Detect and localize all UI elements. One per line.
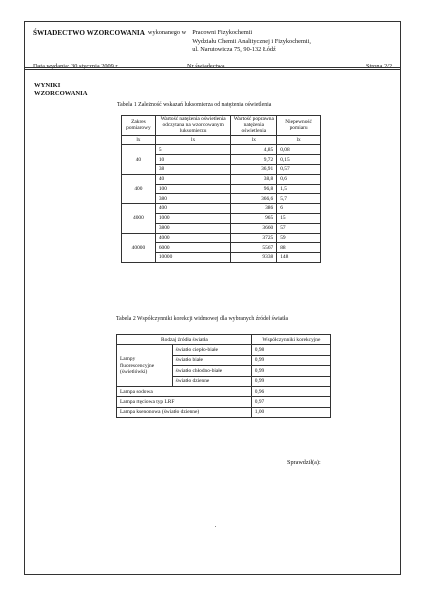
table1-header-cell: Wartość poprawna natężenia oświetlenia [231, 116, 277, 136]
made-by-text: wykonanego w [147, 29, 187, 36]
correct-value-cell: 366,6 [231, 194, 277, 204]
range-cell: 40 [122, 145, 156, 174]
document-frame [24, 21, 401, 575]
lamp-group-label: Lampy fluorescencyjne (świetlówki) [117, 345, 173, 387]
page-number: Strona 2/2 [365, 63, 392, 70]
table2-correction-factors [116, 334, 331, 418]
coefficient-cell: 0,98 [251, 345, 330, 355]
certificate-header [33, 29, 392, 70]
reading-cell: 10000 [155, 253, 231, 263]
lab-address [192, 29, 311, 55]
coefficient-cell: 0,99 [251, 366, 330, 376]
correct-value-cell: 386 [231, 204, 277, 214]
table1-row [122, 233, 321, 243]
section-title-line: WZORCOWANIA [34, 90, 88, 97]
scan-speck [215, 526, 216, 527]
range-cell: 4000 [122, 204, 156, 233]
uncertainty-cell: 57 [277, 223, 321, 233]
table1-header-row [122, 116, 321, 136]
uncertainty-cell: 6 [277, 204, 321, 214]
table2-row [117, 407, 331, 417]
reading-cell: 40 [155, 174, 231, 184]
correct-value-cell: 965 [231, 213, 277, 223]
coefficient-cell: 1,00 [251, 407, 330, 417]
light-type-cell: światło dzienne [172, 376, 251, 386]
table2-header-cell: Rodzaj źródła światła [117, 335, 252, 345]
uncertainty-cell: 5,7 [277, 194, 321, 204]
range-cell: 40000 [122, 233, 156, 262]
lamp-type-cell: Lampa ksenonowa (światło dzienne) [117, 407, 252, 417]
correct-value-cell: 3660 [231, 223, 277, 233]
coefficient-cell: 0,99 [251, 376, 330, 386]
table1-unit-cell: lx [155, 135, 231, 145]
table1-row [122, 204, 321, 214]
uncertainty-cell: 88 [277, 243, 321, 253]
table2-row [117, 386, 331, 396]
table2-header-row [117, 335, 331, 345]
table1-caption: Tabela 1 Zależność wskazań luksomierza od natężenia oświetlenia [117, 102, 272, 108]
lamp-type-cell: Lampa sodowa [117, 386, 252, 396]
section-title [34, 82, 88, 98]
address-line: ul. Narutowicza 75, 90-132 Łódź [192, 46, 276, 54]
correct-value-cell: 9338 [231, 253, 277, 263]
uncertainty-cell: 1,5 [277, 184, 321, 194]
table1-unit-cell: lx [231, 135, 277, 145]
correct-value-cell: 96,8 [231, 184, 277, 194]
reading-cell: 5 [155, 145, 231, 155]
table1-unit-cell: lx [277, 135, 321, 145]
table1-header-cell: Wartość natężenia oświetlenia odczytana na wzorcowanym luksomierzu [155, 116, 231, 136]
uncertainty-cell: 15 [277, 213, 321, 223]
table1-unit-cell: lx [122, 135, 156, 145]
correct-value-cell: 36,91 [231, 165, 277, 175]
signature-label: Sprawdził(a): [287, 459, 321, 466]
correct-value-cell: 3725 [231, 233, 277, 243]
coefficient-cell: 0,96 [251, 386, 330, 396]
correct-value-cell: 9,72 [231, 155, 277, 165]
certificate-title: ŚWIADECTWO WZORCOWANIA [33, 29, 145, 37]
uncertainty-cell: 0,15 [277, 155, 321, 165]
reading-cell: 380 [155, 194, 231, 204]
correct-value-cell: 5567 [231, 243, 277, 253]
table1-units-row [122, 135, 321, 145]
uncertainty-cell: 148 [277, 253, 321, 263]
uncertainty-cell: 0,08 [277, 145, 321, 155]
reading-cell: 38 [155, 165, 231, 175]
table1-lux-readings [121, 115, 321, 263]
certificate-number: Nr świadectwa [187, 63, 225, 70]
header-divider [25, 67, 400, 68]
section-title-line: WYNIKI [34, 82, 61, 89]
reading-cell: 100 [155, 184, 231, 194]
table2-row [117, 345, 331, 355]
coefficient-cell: 0,99 [251, 355, 330, 365]
address-line: Wydziału Chemii Analitycznej i Fizykochemii, [192, 37, 311, 45]
reading-cell: 400 [155, 204, 231, 214]
lamp-type-cell: Lampa rtęciowa typ LRF [117, 397, 252, 407]
uncertainty-cell: 0,57 [277, 165, 321, 175]
reading-cell: 1000 [155, 213, 231, 223]
header-divider [25, 69, 400, 70]
table2-caption: Tabela 2 Współczynniki korekcji widmowej dla wybranych źródeł światła [116, 316, 289, 322]
table2-header-cell: Współczynniki korekcyjne [251, 335, 330, 345]
reading-cell: 4000 [155, 233, 231, 243]
light-type-cell: światło chłodno-białe [172, 366, 251, 376]
table1-header-cell: Niepewność pomiaru [277, 116, 321, 136]
reading-cell: 3800 [155, 223, 231, 233]
uncertainty-cell: 0,6 [277, 174, 321, 184]
light-type-cell: światło białe [172, 355, 251, 365]
reading-cell: 10 [155, 155, 231, 165]
reading-cell: 6000 [155, 243, 231, 253]
table1-row [122, 174, 321, 184]
issue-date: Data wydania: 30 stycznia 2009 r. [33, 63, 119, 70]
correct-value-cell: 38,8 [231, 174, 277, 184]
table1-row [122, 145, 321, 155]
address-line: Pracowni Fizykochemii [192, 29, 253, 36]
light-type-cell: światło ciepło-białe [172, 345, 251, 355]
uncertainty-cell: 59 [277, 233, 321, 243]
table2-row [117, 397, 331, 407]
coefficient-cell: 0,97 [251, 397, 330, 407]
table1-header-cell: Zakres pomiarowy [122, 116, 156, 136]
range-cell: 400 [122, 174, 156, 203]
correct-value-cell: 4,85 [231, 145, 277, 155]
